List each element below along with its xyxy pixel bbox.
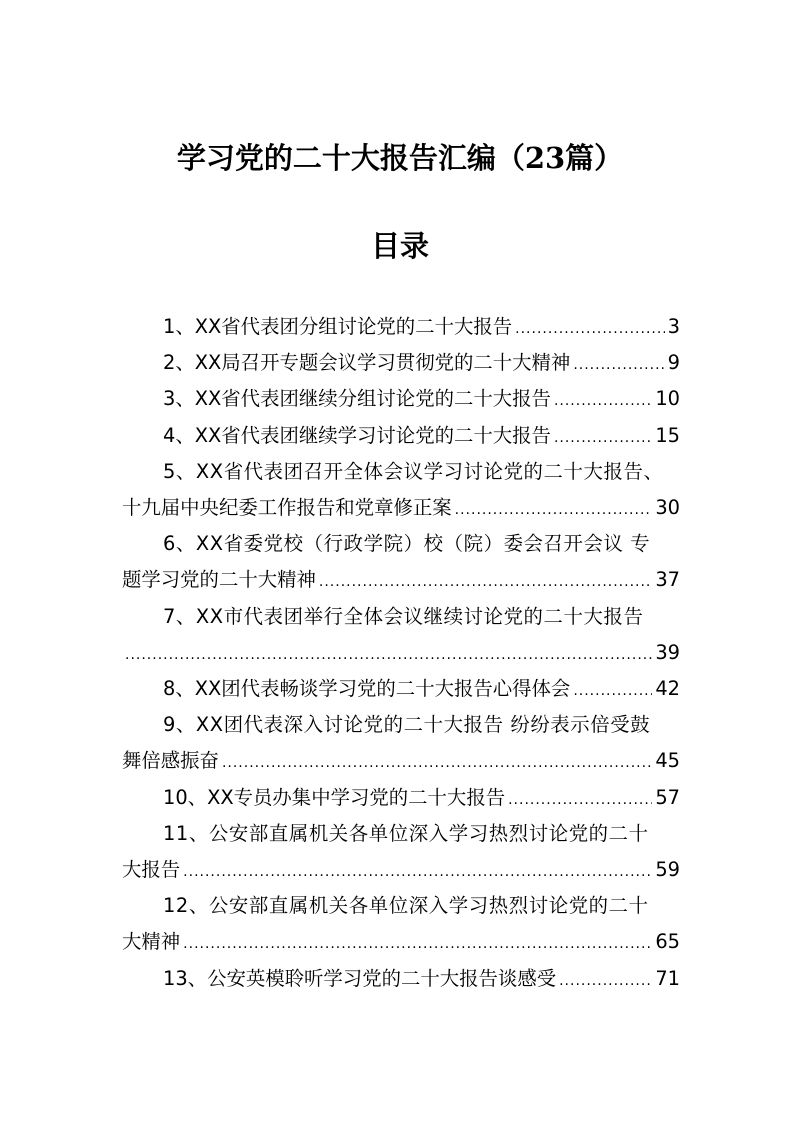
toc-entry-title: 题学习党的二十大精神 — [122, 568, 316, 592]
toc-entry-line — [122, 529, 680, 559]
toc-entry-title: 大精神 — [122, 930, 181, 954]
toc-dot-leader — [183, 929, 652, 959]
toc-page-number: 57 — [655, 785, 680, 809]
toc-page-number: 37 — [655, 568, 680, 592]
toc-dot-leader — [554, 386, 652, 416]
toc-entry-title: 8、XX团代表畅谈学习党的二十大报告心得体会 — [163, 677, 571, 700]
toc-dot-leader — [319, 567, 652, 597]
toc-dot-leader — [455, 495, 653, 525]
toc-entry-title: 12、公安部直属机关各单位深入学习热烈讨论党的二十 — [163, 894, 649, 918]
toc-page-number: 3 — [667, 315, 680, 338]
toc-dot-leader — [559, 966, 652, 996]
toc-entry-title: 7、XX市代表团举行全体会议继续讨论党的二十大报告 — [163, 604, 644, 628]
toc-entry-line — [122, 710, 680, 740]
toc-page-number: 10 — [655, 387, 680, 411]
toc-dot-leader — [222, 748, 652, 778]
toc-entry-line — [122, 746, 680, 776]
document-title: 学习党的二十大报告汇编（23篇） — [176, 141, 624, 175]
toc-page-number: 65 — [655, 930, 680, 954]
toc-entry-line — [122, 964, 680, 994]
toc-page-number: 15 — [655, 423, 680, 447]
toc-entry-line — [122, 927, 680, 957]
toc-entry-title: 13、公安英模聆听学习党的二十大报告谈感受 — [163, 966, 557, 990]
toc-entry-title: 舞倍感振奋 — [122, 749, 219, 773]
toc-entry-title: 3、XX省代表团继续分组讨论党的二十大报告 — [163, 387, 551, 411]
toc-entry-title: 5、XX省代表团召开全体会议学习讨论党的二十大报告、 — [163, 459, 664, 483]
toc-entry-title: 2、XX局召开专题会议学习贯彻党的二十大精神 — [163, 351, 571, 375]
toc-entry-line — [122, 819, 680, 849]
toc-entry-line — [122, 891, 680, 921]
toc-entry-title: 大报告 — [122, 858, 181, 881]
toc-heading: 目录 — [370, 229, 429, 263]
toc-entry-line — [122, 602, 680, 632]
toc-page-number: 59 — [655, 858, 680, 881]
toc-page-number: 9 — [667, 351, 680, 375]
toc-entry-line — [122, 457, 680, 487]
toc-dot-leader — [508, 785, 652, 815]
toc-dot-leader — [554, 423, 652, 453]
toc-dot-leader — [573, 350, 664, 380]
toc-page-number: 45 — [655, 749, 680, 773]
toc-entry-line — [122, 348, 680, 378]
toc-page-number: 30 — [655, 496, 680, 519]
toc-entry-title: 9、XX团代表深入讨论党的二十大报告 纷纷表示倍受鼓 — [163, 713, 651, 737]
toc-page-number: 39 — [655, 640, 680, 664]
toc-entry-title: 1、XX省代表团分组讨论党的二十大报告 — [163, 315, 513, 338]
toc-entry-line — [122, 783, 680, 813]
toc-entry-line — [122, 638, 680, 668]
toc-entry-title: 11、公安部直属机关各单位深入学习热烈讨论党的二十 — [163, 821, 649, 845]
toc-entry-line — [122, 312, 680, 342]
toc-entry-line — [122, 855, 680, 885]
toc-entry-line — [122, 674, 680, 704]
toc-dot-leader — [125, 640, 652, 670]
toc-entry-title: 十九届中央纪委工作报告和党章修正案 — [122, 496, 452, 519]
toc-entry-line — [122, 493, 680, 523]
toc-page-number: 71 — [655, 966, 680, 990]
toc-entry-line — [122, 421, 680, 451]
toc-entry-title: 6、XX省委党校（行政学院）校（院）委会召开会议 专 — [163, 532, 651, 556]
toc-dot-leader — [573, 676, 652, 706]
toc-entry-title: 10、XX专员办集中学习党的二十大报告 — [163, 785, 506, 809]
toc-dot-leader — [515, 314, 665, 344]
toc-entry-title: 4、XX省代表团继续学习讨论党的二十大报告 — [163, 423, 551, 447]
toc-dot-leader — [183, 857, 652, 887]
toc-entry-line — [122, 384, 680, 414]
toc-page-number: 42 — [655, 677, 680, 700]
toc-entry-line — [122, 565, 680, 595]
